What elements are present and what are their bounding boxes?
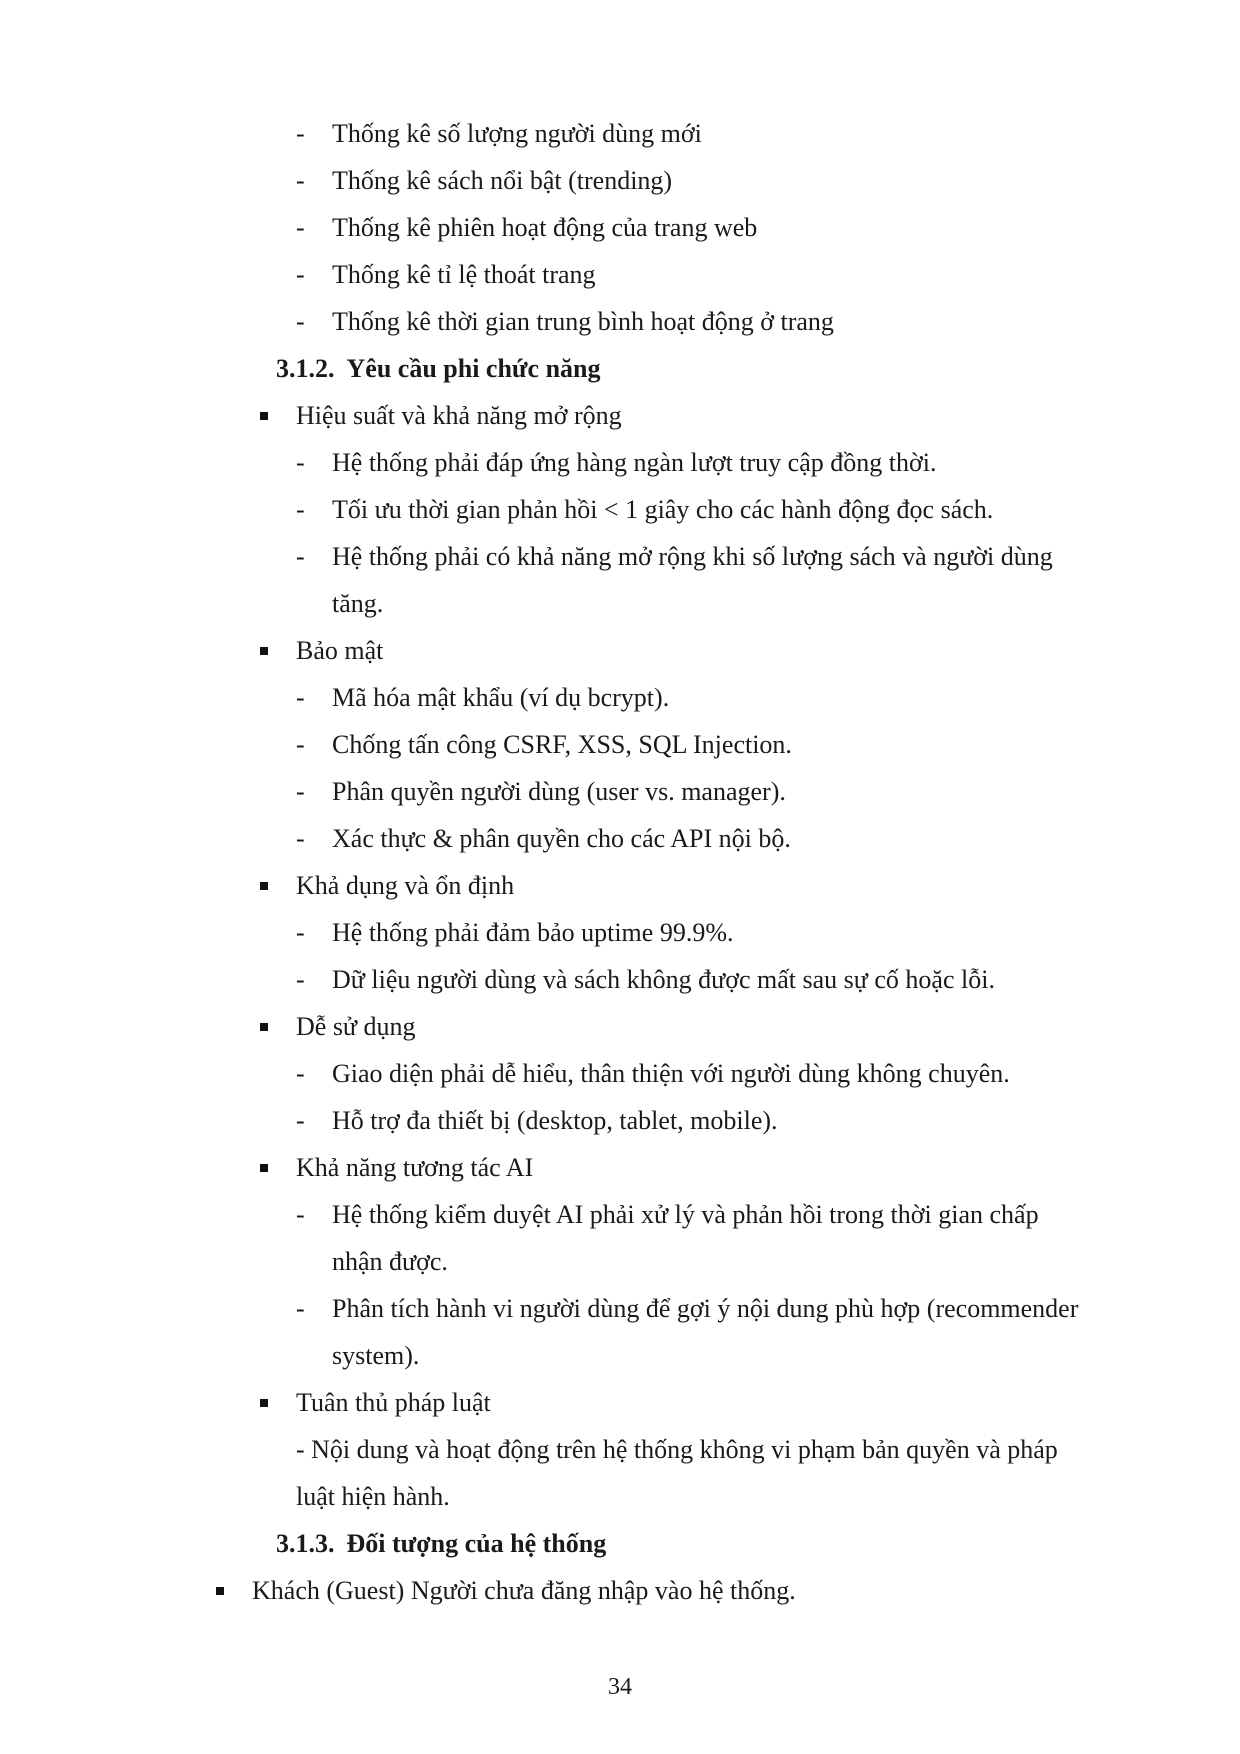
section-heading-3-1-3: [276, 1527, 606, 1561]
list-item-text: Phân quyền người dùng (user vs. manager).: [332, 777, 786, 806]
list-item-text: Hệ thống kiểm duyệt AI phải xử lý và phản hồi trong thời gian chấp: [332, 1200, 1039, 1229]
list-item-text: Chống tấn công CSRF, XSS, SQL Injection.: [332, 730, 792, 759]
list-item-text: Thống kê thời gian trung bình hoạt động ở trang: [332, 307, 834, 336]
list-item-text: Hệ thống phải đảm bảo uptime 99.9%.: [332, 918, 734, 947]
dash-bullet: -: [296, 495, 305, 524]
list-item-text: Thống kê phiên hoạt động của trang web: [332, 213, 758, 242]
list-item-text: Xác thực & phân quyền cho các API nội bộ.: [332, 824, 791, 853]
square-bullet-icon: [260, 1023, 268, 1031]
list-item-text: Thống kê số lượng người dùng mới: [332, 119, 702, 148]
list-item-text: Mã hóa mật khẩu (ví dụ bcrypt).: [332, 683, 670, 712]
section-number: 3.1.2.: [276, 354, 335, 383]
group-title-text: Hiệu suất và khả năng mở rộng: [296, 401, 622, 430]
list-item-text: Phân tích hành vi người dùng để gợi ý nội dung phù hợp (recommender: [332, 1294, 1079, 1323]
paragraph-line: - Nội dung và hoạt động trên hệ thống không vi phạm bản quyền và pháp: [296, 1435, 1058, 1464]
dash-bullet: -: [296, 448, 305, 477]
square-bullet-icon: [260, 647, 268, 655]
list-item-continuation: tăng.: [332, 589, 384, 618]
dash-bullet: -: [296, 166, 305, 195]
dash-bullet: -: [296, 918, 305, 947]
dash-bullet: -: [296, 542, 305, 571]
dash-bullet: -: [296, 119, 305, 148]
dash-bullet: -: [296, 965, 305, 994]
dash-bullet: -: [296, 307, 305, 336]
square-bullet-icon: [216, 1587, 224, 1595]
group-title-text: Bảo mật: [296, 636, 384, 665]
dash-bullet: -: [296, 777, 305, 806]
list-item-text: Hệ thống phải đáp ứng hàng ngàn lượt truy cập đồng thời.: [332, 448, 937, 477]
list-item-continuation: nhận được.: [332, 1247, 448, 1276]
group-title-text: Khả năng tương tác AI: [296, 1153, 534, 1182]
section-number: 3.1.3.: [276, 1529, 335, 1558]
paragraph-line: luật hiện hành.: [296, 1482, 450, 1511]
dash-bullet: -: [296, 730, 305, 759]
list-item-text: Tối ưu thời gian phản hồi < 1 giây cho các hành động đọc sách.: [332, 495, 994, 524]
dash-bullet: -: [296, 260, 305, 289]
dash-bullet: -: [296, 1059, 305, 1088]
group-title-text: Tuân thủ pháp luật: [296, 1388, 491, 1417]
square-bullet-icon: [260, 412, 268, 420]
list-item-text: Dữ liệu người dùng và sách không được mất sau sự cố hoặc lỗi.: [332, 965, 995, 994]
section-heading-3-1-2: [276, 352, 600, 386]
dash-bullet: -: [296, 213, 305, 242]
dash-bullet: -: [296, 1294, 305, 1323]
list-item-text: Thống kê tỉ lệ thoát trang: [332, 260, 596, 289]
dash-bullet: -: [296, 683, 305, 712]
section-title: Đối tượng của hệ thống: [346, 1529, 607, 1558]
dash-bullet: -: [296, 1200, 305, 1229]
dash-bullet: -: [296, 824, 305, 853]
square-bullet-icon: [260, 882, 268, 890]
list-item-text: Giao diện phải dễ hiểu, thân thiện với người dùng không chuyên.: [332, 1059, 1010, 1088]
section-title: Yêu cầu phi chức năng: [346, 354, 601, 383]
list-item-text: Hỗ trợ đa thiết bị (desktop, tablet, mobile).: [332, 1106, 778, 1135]
dash-bullet: -: [296, 1106, 305, 1135]
actor-text: Khách (Guest) Người chưa đăng nhập vào hệ thống.: [252, 1576, 796, 1605]
square-bullet-icon: [260, 1164, 268, 1172]
group-title-text: Dễ sử dụng: [296, 1012, 416, 1041]
page-number: 34: [608, 1674, 632, 1700]
group-title-text: Khả dụng và ổn định: [296, 871, 515, 900]
list-item-text: Thống kê sách nổi bật (trending): [332, 166, 673, 195]
square-bullet-icon: [260, 1399, 268, 1407]
list-item-continuation: system).: [332, 1341, 420, 1370]
list-item-text: Hệ thống phải có khả năng mở rộng khi số lượng sách và người dùng: [332, 542, 1053, 571]
